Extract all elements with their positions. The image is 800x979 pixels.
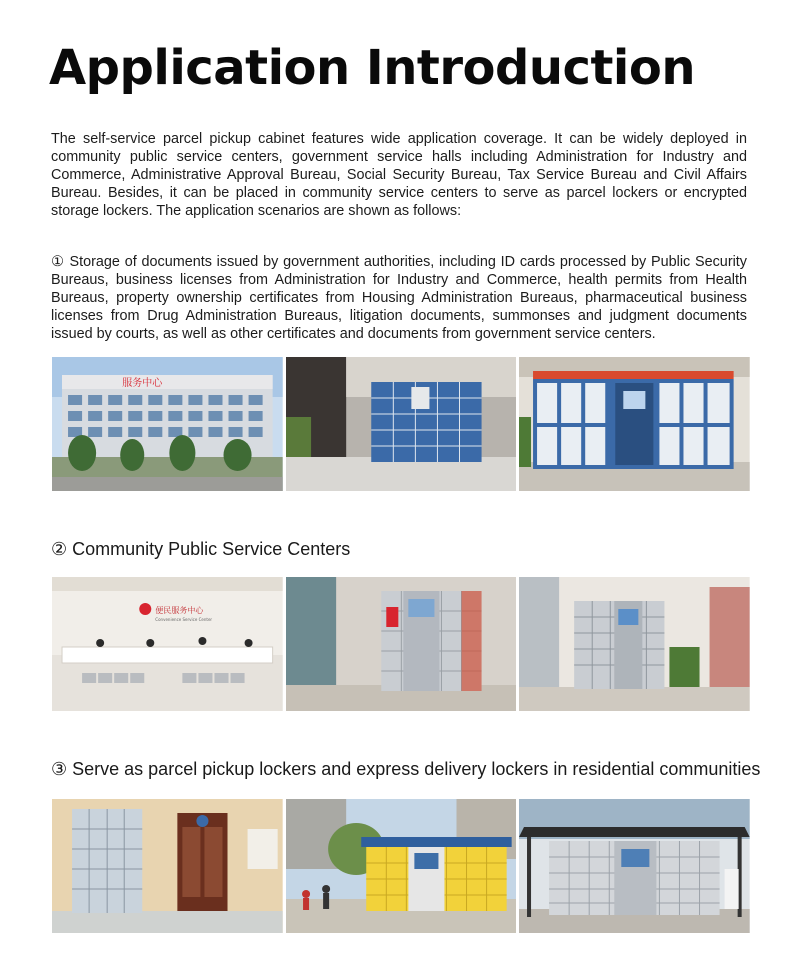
scenario-3-photos xyxy=(52,799,750,933)
service-center-sign: 服务中心 xyxy=(122,378,163,389)
scenario-1-text: ① Storage of documents issued by government authorities, including ID cards processed by Public Security Bureaus, business licenses from Administration for Industry and Commerce, health permits from Health Bureaus, property ownership certificates from Housing Administration Bureaus, pharmaceutical business licenses from Drug Administration Bureaus, litigation documents, summonses and judgment documents issued by courts, as well as other certificates and documents from government service centers. xyxy=(51,254,747,342)
blue-locker-hall-photo xyxy=(286,357,517,491)
convenience-center-reception-photo xyxy=(52,577,283,711)
page-title: Application Introduction xyxy=(49,40,696,96)
convenience-sign-en: Convenience Service Center xyxy=(155,617,213,622)
scenario-2-photos xyxy=(52,577,750,711)
community-locker-photo xyxy=(519,577,750,711)
intro-paragraph: The self-service parcel pickup cabinet features wide application coverage. It can be widely deployed in community public service centers, government service halls including Administration for Industry and Commerce, Administrative Approval Bureau, Social Security Bureau, Tax Service Bureau and Civil Affairs Bureau. Besides, it can be placed in community service centers to serve as parcel lockers or encrypted storage lockers. The application scenarios are shown as follows: xyxy=(51,131,747,219)
scenario-1-photos xyxy=(52,357,750,491)
government-building-photo xyxy=(52,357,283,491)
residential-lobby-locker-photo xyxy=(52,799,283,933)
service-hall-locker-photo xyxy=(519,357,750,491)
grey-locker-hall-photo xyxy=(286,577,517,711)
scenario-3-heading: ③ Serve as parcel pickup lockers and express delivery lockers in residential communities xyxy=(51,759,761,779)
outdoor-yellow-locker-photo xyxy=(286,799,517,933)
sheltered-locker-photo xyxy=(519,799,750,933)
convenience-sign: 便民服务中心 xyxy=(155,606,204,615)
scenario-2-heading: ② Community Public Service Centers xyxy=(51,539,351,559)
